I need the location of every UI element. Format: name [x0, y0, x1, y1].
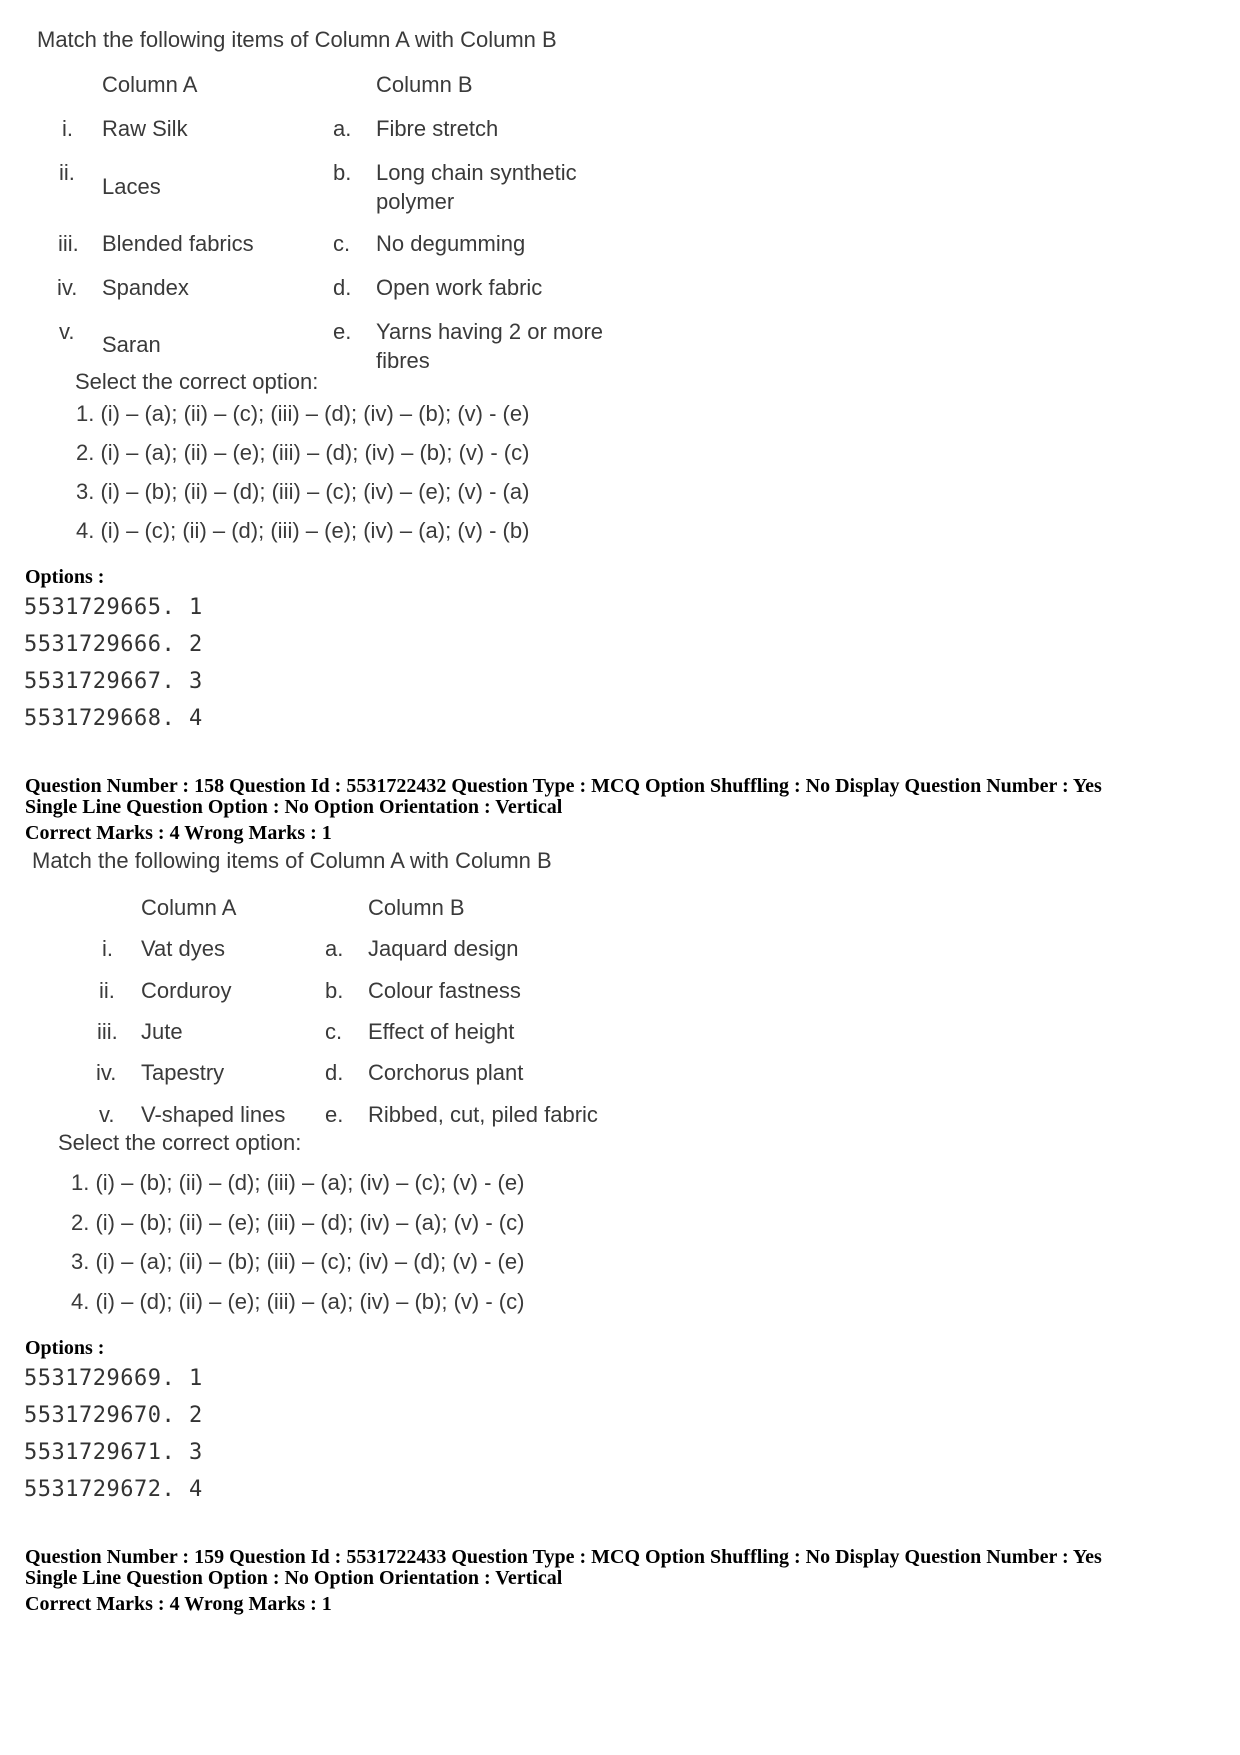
q157-row-5-col-b: Yarns having 2 or more fibres	[376, 319, 604, 373]
q157-row-2-letter: b.	[333, 160, 352, 185]
q157-row-3-col-a: Blended fabrics	[102, 231, 254, 256]
q157-row-3-col-b: No degumming	[376, 231, 526, 256]
q158-row-3-col-b: Effect of height	[368, 1019, 515, 1044]
q159-meta-line-1: Question Number : 159 Question Id : 5531722433 Question Type : MCQ Option Shuffling : No Display Question Number : Yes	[25, 1546, 1102, 1568]
q157-row-2-roman: ii.	[59, 160, 75, 185]
q157-row-2-col-a: Laces	[102, 174, 161, 199]
q157-choice-4: 4. (i) – (c); (ii) – (d); (iii) – (e); (iv) – (a); (v) - (b)	[76, 518, 530, 543]
q158-row-1-col-b: Jaquard design	[368, 936, 519, 961]
q157-row-4-letter: d.	[333, 275, 352, 300]
q158-choice-4: 4. (i) – (d); (ii) – (e); (iii) – (a); (iv) – (b); (v) - (c)	[71, 1289, 525, 1314]
q158-row-4-col-a: Tapestry	[141, 1060, 225, 1085]
q158-row-3-letter: c.	[325, 1019, 343, 1044]
q157-row-4-roman: iv.	[57, 275, 78, 300]
q158-row-5-letter: e.	[325, 1102, 344, 1127]
q158-row-1-letter: a.	[325, 936, 344, 961]
q157-option-3[interactable]: 5531729667. 3	[24, 669, 203, 694]
q158-row-2-letter: b.	[325, 978, 344, 1003]
q158-options-label: Options :	[25, 1337, 105, 1359]
q158-column-a-header: Column A	[141, 895, 237, 920]
q158-instruction: Match the following items of Column A with Column B	[32, 848, 552, 873]
q158-row-5-col-b: Ribbed, cut, piled fabric	[368, 1102, 598, 1127]
q157-options-label: Options :	[25, 566, 105, 588]
q157-row-5-letter: e.	[333, 319, 352, 344]
q157-row-2-col-b: Long chain synthetic polymer	[376, 160, 577, 214]
q157-option-1[interactable]: 5531729665. 1	[24, 595, 203, 620]
q158-option-1[interactable]: 5531729669. 1	[24, 1366, 203, 1391]
q158-option-2[interactable]: 5531729670. 2	[24, 1403, 203, 1428]
q157-row-5-col-a: Saran	[102, 332, 161, 357]
q158-row-2-col-b: Colour fastness	[368, 978, 521, 1003]
q157-instruction: Match the following items of Column A with Column B	[37, 27, 557, 52]
q158-choice-3: 3. (i) – (a); (ii) – (b); (iii) – (c); (iv) – (d); (v) - (e)	[71, 1249, 525, 1274]
q157-row-1-roman: i.	[62, 116, 73, 141]
q158-option-4[interactable]: 5531729672. 4	[24, 1477, 203, 1502]
q158-row-4-letter: d.	[325, 1060, 344, 1085]
q157-column-b-header: Column B	[376, 72, 473, 97]
q158-row-4-col-b: Corchorus plant	[368, 1060, 524, 1085]
q157-choice-3: 3. (i) – (b); (ii) – (d); (iii) – (c); (iv) – (e); (v) - (a)	[76, 479, 530, 504]
q158-row-1-roman: i.	[102, 936, 113, 961]
q158-row-2-col-a: Corduroy	[141, 978, 232, 1003]
q157-row-3-roman: iii.	[58, 231, 79, 256]
q158-row-1-col-a: Vat dyes	[141, 936, 225, 961]
q157-option-4[interactable]: 5531729668. 4	[24, 706, 203, 731]
q158-meta-line-1: Question Number : 158 Question Id : 5531722432 Question Type : MCQ Option Shuffling : No Display Question Number : Yes	[25, 775, 1102, 797]
q158-choice-2: 2. (i) – (b); (ii) – (e); (iii) – (d); (iv) – (a); (v) - (c)	[71, 1210, 525, 1235]
q157-choice-1: 1. (i) – (a); (ii) – (c); (iii) – (d); (iv) – (b); (v) - (e)	[76, 401, 530, 426]
q158-option-3[interactable]: 5531729671. 3	[24, 1440, 203, 1465]
q157-row-3-letter: c.	[333, 231, 351, 256]
q158-row-3-col-a: Jute	[141, 1019, 183, 1044]
q158-choice-1: 1. (i) – (b); (ii) – (d); (iii) – (a); (iv) – (c); (v) - (e)	[71, 1170, 525, 1195]
q158-row-4-roman: iv.	[96, 1060, 117, 1085]
q158-select-text: Select the correct option:	[58, 1130, 302, 1155]
q157-choice-2: 2. (i) – (a); (ii) – (e); (iii) – (d); (iv) – (b); (v) - (c)	[76, 440, 530, 465]
q158-meta-line-2: Single Line Question Option : No Option Orientation : Vertical	[25, 796, 563, 818]
q158-row-5-roman: v.	[99, 1102, 115, 1127]
q158-row-2-roman: ii.	[99, 978, 115, 1003]
q157-option-2[interactable]: 5531729666. 2	[24, 632, 203, 657]
q159-meta-line-2: Single Line Question Option : No Option Orientation : Vertical	[25, 1567, 563, 1589]
q157-row-4-col-b: Open work fabric	[376, 275, 543, 300]
q157-row-1-letter: a.	[333, 116, 352, 141]
q157-column-a-header: Column A	[102, 72, 198, 97]
q157-row-5-roman: v.	[59, 319, 75, 344]
q159-marks: Correct Marks : 4 Wrong Marks : 1	[25, 1593, 332, 1615]
q157-row-1-col-b: Fibre stretch	[376, 116, 499, 141]
q157-select-text: Select the correct option:	[75, 369, 319, 394]
q157-row-1-col-a: Raw Silk	[102, 116, 188, 141]
q158-row-5-col-a: V-shaped lines	[141, 1102, 286, 1127]
q158-row-3-roman: iii.	[97, 1019, 118, 1044]
q157-row-4-col-a: Spandex	[102, 275, 189, 300]
q158-column-b-header: Column B	[368, 895, 465, 920]
q158-marks: Correct Marks : 4 Wrong Marks : 1	[25, 822, 332, 844]
